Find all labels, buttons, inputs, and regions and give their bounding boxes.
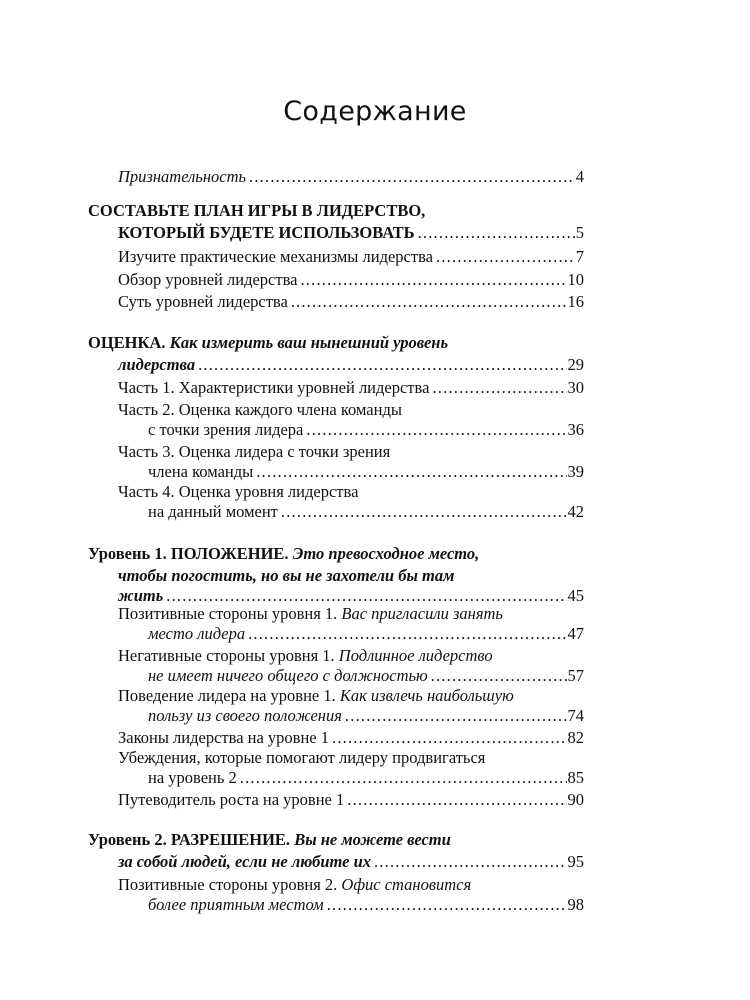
toc-entry-text: Часть 2. Оценка каждого члена команды xyxy=(118,400,402,419)
toc-entry[interactable] xyxy=(118,291,584,315)
toc-page-number: 10 xyxy=(567,270,584,289)
toc-entry[interactable] xyxy=(118,789,584,813)
toc-entry-text: Признательность xyxy=(118,167,247,186)
toc-section-heading: СОСТАВЬТЕ ПЛАН ИГРЫ В ЛИДЕРСТВО, xyxy=(88,201,426,220)
toc-entry[interactable] xyxy=(148,705,584,729)
toc-section-heading-cont: жить xyxy=(118,586,164,605)
toc-entry-text: Суть уровней лидерства xyxy=(118,292,288,311)
toc-page-number: 4 xyxy=(575,167,584,186)
toc-entry-section-assessment[interactable] xyxy=(118,354,584,378)
toc-entry-section-plan[interactable] xyxy=(118,222,584,246)
toc-page-number: 82 xyxy=(567,728,584,747)
toc-leader-dots xyxy=(432,377,566,399)
toc-entry-text: Обзор уровней лидерства xyxy=(118,270,298,289)
toc-leader-dots xyxy=(256,461,566,483)
page-title: Содержание xyxy=(283,96,467,127)
toc-entry[interactable] xyxy=(118,377,584,401)
toc-page-number: 36 xyxy=(567,420,584,439)
toc-leader-dots xyxy=(327,894,567,916)
toc-leader-dots xyxy=(240,767,567,789)
toc-leader-dots xyxy=(418,222,575,244)
toc-page-number: 95 xyxy=(567,852,584,871)
toc-leader-dots xyxy=(436,246,575,268)
toc-entry-text: Часть 4. Оценка уровня лидерства xyxy=(118,482,359,501)
toc-entry[interactable] xyxy=(148,419,584,443)
toc-entry-text: Путеводитель роста на уровне 1 xyxy=(118,790,345,809)
toc-page-number: 5 xyxy=(575,223,584,242)
toc-entry-text-cont: с точки зрения лидера xyxy=(148,420,304,439)
toc-leader-dots xyxy=(291,291,567,313)
toc-entry[interactable] xyxy=(148,894,584,918)
toc-entry-text: Изучите практические механизмы лидерства xyxy=(118,247,433,266)
toc-entry-line xyxy=(88,200,584,224)
toc-leader-dots xyxy=(306,419,566,441)
toc-page-number: 42 xyxy=(567,502,584,521)
toc-page-number: 45 xyxy=(567,586,584,605)
toc-entry-text-cont: более приятным местом xyxy=(148,895,324,914)
toc-entry[interactable] xyxy=(148,623,584,647)
toc-entry-text-cont: место лидера xyxy=(148,624,246,643)
toc-leader-dots xyxy=(332,727,567,749)
toc-page-number: 98 xyxy=(567,895,584,914)
toc-page-number: 57 xyxy=(567,666,584,685)
toc-leader-dots xyxy=(248,623,566,645)
toc-entry-text: Негативные стороны уровня 1. Подлинное лидерство xyxy=(118,646,493,665)
toc-section-heading-cont: лидерства xyxy=(118,355,196,374)
toc-section-heading: Уровень 2. РАЗРЕШЕНИЕ. Вы не можете вести xyxy=(88,830,451,849)
toc-entry-line xyxy=(88,829,584,853)
toc-entry-text-cont: на уровень 2 xyxy=(148,768,237,787)
toc-leader-dots xyxy=(300,269,566,291)
toc-entry[interactable] xyxy=(148,501,584,525)
toc-entry-text: Позитивные стороны уровня 2. Офис становится xyxy=(118,875,472,894)
toc-page-number: 7 xyxy=(575,247,584,266)
toc-leader-dots xyxy=(281,501,567,523)
toc-entry[interactable] xyxy=(118,246,584,270)
toc-leader-dots xyxy=(249,166,575,188)
toc-page-number: 39 xyxy=(567,462,584,481)
toc-entry-text: Законы лидерства на уровне 1 xyxy=(118,728,329,747)
toc-page-number: 74 xyxy=(567,706,584,725)
toc-entry-text: Убеждения, которые помогают лидеру продвигаться xyxy=(118,748,486,767)
toc-entry-text-cont: члена команды xyxy=(148,462,254,481)
toc-page-number: 16 xyxy=(567,292,584,311)
toc-leader-dots xyxy=(347,789,566,811)
toc-page-number: 85 xyxy=(567,768,584,787)
toc-entry-text-cont: не имеет ничего общего с должностью xyxy=(148,666,428,685)
toc-entry[interactable] xyxy=(118,269,584,293)
toc-leader-dots xyxy=(345,705,567,727)
toc-entry-text: Часть 3. Оценка лидера с точки зрения xyxy=(118,442,391,461)
toc-entry-text: Позитивные стороны уровня 1. Вас пригласили занять xyxy=(118,604,503,623)
toc-page-number: 90 xyxy=(567,790,584,809)
toc-entry-text-cont: на данный момент xyxy=(148,502,278,521)
toc-section-heading-cont: за собой людей, если не любите их xyxy=(118,852,371,871)
toc-section-heading: Уровень 1. ПОЛОЖЕНИЕ. Это превосходное место, xyxy=(88,544,480,563)
toc-entry-line xyxy=(88,543,584,567)
toc-leader-dots xyxy=(374,851,567,873)
toc-leader-dots xyxy=(198,354,566,376)
toc-entry-text-cont: пользу из своего положения xyxy=(148,706,342,725)
toc-entry-text: Поведение лидера на уровне 1. Как извлечь наибольшую xyxy=(118,686,514,705)
toc-entry[interactable] xyxy=(148,767,584,791)
toc-entry-section-level-2[interactable] xyxy=(118,851,584,875)
toc-entry-acknowledgements[interactable] xyxy=(118,166,584,190)
toc-section-heading-cont: чтобы погостить, но вы не захотели бы там xyxy=(118,566,455,585)
toc-entry-text: Часть 1. Характеристики уровней лидерства xyxy=(118,378,430,397)
toc-page-number: 47 xyxy=(567,624,584,643)
toc-section-heading-cont: КОТОРЫЙ БУДЕТЕ ИСПОЛЬЗОВАТЬ xyxy=(118,223,415,242)
toc-entry-line xyxy=(88,332,584,356)
toc-leader-dots xyxy=(431,665,567,687)
toc-page-number: 30 xyxy=(567,378,584,397)
toc-section-heading: ОЦЕНКА. Как измерить ваш нынешний уровень xyxy=(88,333,448,352)
toc-page-number: 29 xyxy=(567,355,584,374)
